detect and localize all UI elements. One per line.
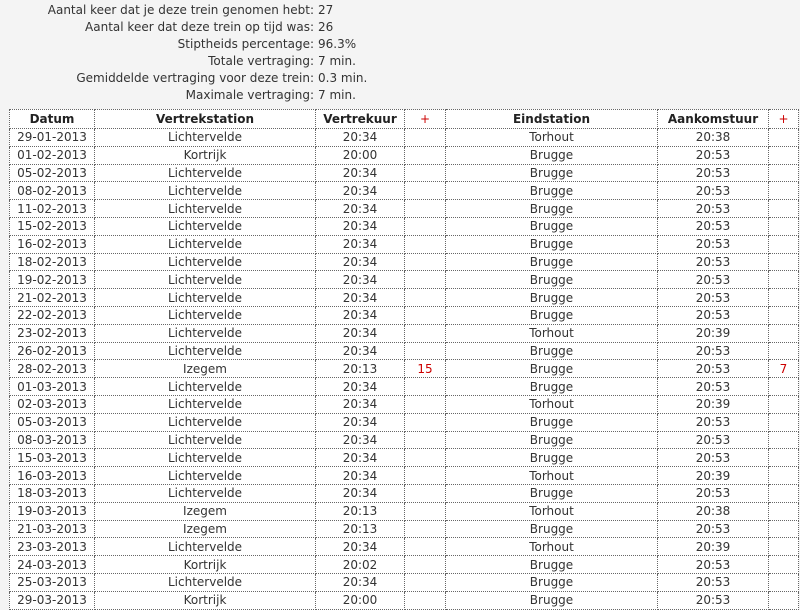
cell-vertrekuur: 20:13 (316, 520, 405, 538)
stat-average-delay (0, 70, 800, 87)
cell-aankomstuur: 20:53 (658, 146, 769, 164)
cell-vertrekstation: Kortrijk (95, 556, 316, 574)
header-departure-delay: + (405, 110, 446, 129)
cell-departure-delay (405, 538, 446, 556)
table-row (10, 502, 799, 520)
cell-datum: 24-03-2013 (10, 556, 95, 574)
cell-aankomstuur: 20:39 (658, 538, 769, 556)
cell-departure-delay (405, 502, 446, 520)
table-row (10, 431, 799, 449)
cell-vertrekstation: Lichtervelde (95, 164, 316, 182)
cell-vertrekuur: 20:34 (316, 573, 405, 591)
cell-vertrekuur: 20:34 (316, 449, 405, 467)
table-row (10, 484, 799, 502)
cell-datum: 18-02-2013 (10, 253, 95, 271)
stat-value: 96.3% (318, 37, 357, 51)
table-row (10, 164, 799, 182)
cell-departure-delay (405, 271, 446, 289)
table-row (10, 395, 799, 413)
cell-vertrekuur: 20:00 (316, 146, 405, 164)
cell-eindstation: Brugge (446, 520, 658, 538)
cell-arrival-delay (769, 413, 799, 431)
cell-departure-delay (405, 520, 446, 538)
cell-aankomstuur: 20:39 (658, 324, 769, 342)
table-header-row (10, 110, 799, 129)
cell-vertrekstation: Lichtervelde (95, 200, 316, 218)
cell-arrival-delay (769, 235, 799, 253)
cell-arrival-delay (769, 342, 799, 360)
cell-arrival-delay (769, 538, 799, 556)
cell-aankomstuur: 20:53 (658, 235, 769, 253)
cell-datum: 25-03-2013 (10, 573, 95, 591)
cell-datum: 01-02-2013 (10, 146, 95, 164)
cell-vertrekstation: Lichtervelde (95, 573, 316, 591)
stat-value: 7 min. (318, 88, 356, 102)
cell-vertrekstation: Lichtervelde (95, 129, 316, 147)
cell-datum: 16-03-2013 (10, 467, 95, 485)
cell-arrival-delay (769, 431, 799, 449)
cell-vertrekuur: 20:13 (316, 360, 405, 378)
cell-aankomstuur: 20:53 (658, 200, 769, 218)
cell-aankomstuur: 20:53 (658, 413, 769, 431)
cell-vertrekstation: Lichtervelde (95, 538, 316, 556)
cell-eindstation: Brugge (446, 360, 658, 378)
cell-datum: 29-03-2013 (10, 591, 95, 609)
stat-max-delay (0, 87, 800, 104)
cell-departure-delay (405, 591, 446, 609)
cell-aankomstuur: 20:53 (658, 484, 769, 502)
cell-departure-delay (405, 573, 446, 591)
stat-label: Gemiddelde vertraging voor deze trein: (76, 71, 314, 85)
cell-aankomstuur: 20:38 (658, 129, 769, 147)
cell-aankomstuur: 20:38 (658, 502, 769, 520)
cell-vertrekuur: 20:34 (316, 217, 405, 235)
stat-value: 26 (318, 20, 334, 34)
stat-label: Maximale vertraging: (185, 88, 314, 102)
cell-eindstation: Brugge (446, 591, 658, 609)
table-row (10, 413, 799, 431)
cell-aankomstuur: 20:53 (658, 591, 769, 609)
cell-departure-delay (405, 413, 446, 431)
cell-arrival-delay (769, 573, 799, 591)
cell-datum: 16-02-2013 (10, 235, 95, 253)
cell-datum: 22-02-2013 (10, 306, 95, 324)
cell-vertrekstation: Izegem (95, 502, 316, 520)
cell-arrival-delay (769, 217, 799, 235)
cell-vertrekuur: 20:34 (316, 253, 405, 271)
table-row (10, 217, 799, 235)
cell-eindstation: Torhout (446, 502, 658, 520)
stat-value: 27 (318, 3, 334, 17)
cell-datum: 23-02-2013 (10, 324, 95, 342)
cell-vertrekstation: Izegem (95, 360, 316, 378)
cell-aankomstuur: 20:53 (658, 253, 769, 271)
cell-aankomstuur: 20:53 (658, 342, 769, 360)
cell-arrival-delay (769, 289, 799, 307)
cell-vertrekuur: 20:34 (316, 200, 405, 218)
cell-eindstation: Brugge (446, 449, 658, 467)
cell-datum: 23-03-2013 (10, 538, 95, 556)
cell-datum: 19-03-2013 (10, 502, 95, 520)
cell-departure-delay (405, 378, 446, 396)
cell-vertrekuur: 20:34 (316, 538, 405, 556)
cell-arrival-delay (769, 164, 799, 182)
cell-departure-delay (405, 217, 446, 235)
cell-datum: 15-02-2013 (10, 217, 95, 235)
table-row (10, 342, 799, 360)
cell-vertrekuur: 20:34 (316, 467, 405, 485)
cell-vertrekstation: Lichtervelde (95, 395, 316, 413)
cell-aankomstuur: 20:53 (658, 378, 769, 396)
table-row (10, 271, 799, 289)
cell-eindstation: Torhout (446, 324, 658, 342)
table-row (10, 306, 799, 324)
cell-eindstation: Brugge (446, 378, 658, 396)
cell-aankomstuur: 20:39 (658, 395, 769, 413)
cell-vertrekuur: 20:34 (316, 324, 405, 342)
cell-departure-delay (405, 324, 446, 342)
stat-label: Aantal keer dat deze trein op tijd was: (85, 20, 314, 34)
cell-eindstation: Brugge (446, 200, 658, 218)
cell-datum: 19-02-2013 (10, 271, 95, 289)
cell-eindstation: Brugge (446, 235, 658, 253)
cell-vertrekstation: Lichtervelde (95, 182, 316, 200)
cell-datum: 05-03-2013 (10, 413, 95, 431)
cell-vertrekuur: 20:34 (316, 129, 405, 147)
table-row (10, 449, 799, 467)
cell-arrival-delay (769, 200, 799, 218)
cell-datum: 18-03-2013 (10, 484, 95, 502)
header-vertrekstation: Vertrekstation (95, 110, 316, 129)
stat-punctuality (0, 36, 800, 53)
cell-arrival-delay (769, 520, 799, 538)
cell-arrival-delay (769, 182, 799, 200)
cell-departure-delay (405, 164, 446, 182)
table-row (10, 235, 799, 253)
cell-vertrekstation: Lichtervelde (95, 431, 316, 449)
cell-datum: 01-03-2013 (10, 378, 95, 396)
cell-eindstation: Brugge (446, 253, 658, 271)
cell-eindstation: Brugge (446, 217, 658, 235)
table-row (10, 378, 799, 396)
table-row (10, 556, 799, 574)
cell-vertrekuur: 20:34 (316, 164, 405, 182)
cell-arrival-delay (769, 253, 799, 271)
stat-label: Aantal keer dat je deze trein genomen hebt: (47, 3, 314, 17)
cell-arrival-delay (769, 591, 799, 609)
cell-datum: 05-02-2013 (10, 164, 95, 182)
cell-departure-delay (405, 235, 446, 253)
cell-arrival-delay (769, 449, 799, 467)
cell-aankomstuur: 20:53 (658, 164, 769, 182)
header-arrival-delay: + (769, 110, 799, 129)
cell-aankomstuur: 20:53 (658, 431, 769, 449)
trips-table (9, 109, 799, 610)
cell-eindstation: Torhout (446, 395, 658, 413)
cell-aankomstuur: 20:53 (658, 306, 769, 324)
header-vertrekuur: Vertrekuur (316, 110, 405, 129)
cell-vertrekstation: Kortrijk (95, 146, 316, 164)
cell-departure-delay (405, 306, 446, 324)
cell-aankomstuur: 20:53 (658, 182, 769, 200)
cell-departure-delay (405, 467, 446, 485)
cell-datum: 21-02-2013 (10, 289, 95, 307)
cell-eindstation: Brugge (446, 573, 658, 591)
table-row (10, 467, 799, 485)
header-eindstation: Eindstation (446, 110, 658, 129)
cell-datum: 29-01-2013 (10, 129, 95, 147)
cell-vertrekuur: 20:13 (316, 502, 405, 520)
cell-arrival-delay (769, 146, 799, 164)
cell-vertrekstation: Lichtervelde (95, 342, 316, 360)
cell-vertrekstation: Lichtervelde (95, 467, 316, 485)
header-aankomstuur: Aankomstuur (658, 110, 769, 129)
cell-departure-delay (405, 253, 446, 271)
table-row (10, 182, 799, 200)
cell-arrival-delay (769, 467, 799, 485)
cell-aankomstuur: 20:53 (658, 449, 769, 467)
cell-aankomstuur: 20:53 (658, 360, 769, 378)
cell-vertrekstation: Lichtervelde (95, 324, 316, 342)
cell-arrival-delay (769, 306, 799, 324)
table-row (10, 324, 799, 342)
cell-vertrekstation: Lichtervelde (95, 253, 316, 271)
cell-eindstation: Brugge (446, 182, 658, 200)
cell-vertrekuur: 20:02 (316, 556, 405, 574)
table-row (10, 573, 799, 591)
stat-label: Stiptheids percentage: (177, 37, 314, 51)
cell-eindstation: Torhout (446, 467, 658, 485)
cell-vertrekuur: 20:34 (316, 306, 405, 324)
cell-arrival-delay (769, 395, 799, 413)
cell-vertrekstation: Lichtervelde (95, 378, 316, 396)
cell-arrival-delay (769, 324, 799, 342)
cell-vertrekstation: Kortrijk (95, 591, 316, 609)
cell-vertrekstation: Lichtervelde (95, 484, 316, 502)
cell-departure-delay: 15 (405, 360, 446, 378)
cell-datum: 11-02-2013 (10, 200, 95, 218)
cell-departure-delay (405, 129, 446, 147)
cell-vertrekuur: 20:00 (316, 591, 405, 609)
cell-arrival-delay (769, 484, 799, 502)
cell-departure-delay (405, 484, 446, 502)
cell-eindstation: Brugge (446, 306, 658, 324)
cell-aankomstuur: 20:53 (658, 556, 769, 574)
cell-departure-delay (405, 342, 446, 360)
table-row (10, 253, 799, 271)
table-row (10, 360, 799, 378)
table-row (10, 289, 799, 307)
header-datum: Datum (10, 110, 95, 129)
cell-aankomstuur: 20:53 (658, 520, 769, 538)
cell-datum: 08-02-2013 (10, 182, 95, 200)
cell-eindstation: Torhout (446, 129, 658, 147)
cell-eindstation: Brugge (446, 271, 658, 289)
cell-aankomstuur: 20:39 (658, 467, 769, 485)
cell-departure-delay (405, 395, 446, 413)
stat-label: Totale vertraging: (208, 54, 314, 68)
cell-departure-delay (405, 146, 446, 164)
cell-vertrekstation: Lichtervelde (95, 449, 316, 467)
table-row (10, 200, 799, 218)
cell-vertrekstation: Lichtervelde (95, 289, 316, 307)
cell-arrival-delay (769, 378, 799, 396)
table-row (10, 591, 799, 609)
stat-value: 0.3 min. (318, 71, 368, 85)
cell-vertrekuur: 20:34 (316, 484, 405, 502)
cell-vertrekstation: Lichtervelde (95, 235, 316, 253)
cell-aankomstuur: 20:53 (658, 217, 769, 235)
cell-vertrekstation: Lichtervelde (95, 217, 316, 235)
cell-departure-delay (405, 556, 446, 574)
cell-datum: 02-03-2013 (10, 395, 95, 413)
cell-departure-delay (405, 431, 446, 449)
stat-total-delay (0, 53, 800, 70)
cell-eindstation: Brugge (446, 164, 658, 182)
cell-vertrekstation: Izegem (95, 520, 316, 538)
cell-vertrekuur: 20:34 (316, 235, 405, 253)
table-row (10, 129, 799, 147)
cell-arrival-delay: 7 (769, 360, 799, 378)
cell-datum: 28-02-2013 (10, 360, 95, 378)
cell-eindstation: Torhout (446, 538, 658, 556)
stat-on-time (0, 19, 800, 36)
table-body (10, 129, 799, 610)
cell-arrival-delay (769, 129, 799, 147)
cell-vertrekuur: 20:34 (316, 182, 405, 200)
cell-eindstation: Brugge (446, 556, 658, 574)
cell-aankomstuur: 20:53 (658, 289, 769, 307)
cell-eindstation: Brugge (446, 431, 658, 449)
cell-eindstation: Brugge (446, 484, 658, 502)
cell-vertrekstation: Lichtervelde (95, 413, 316, 431)
table-row (10, 146, 799, 164)
cell-departure-delay (405, 449, 446, 467)
cell-datum: 21-03-2013 (10, 520, 95, 538)
cell-aankomstuur: 20:53 (658, 573, 769, 591)
cell-departure-delay (405, 182, 446, 200)
cell-vertrekuur: 20:34 (316, 378, 405, 396)
cell-arrival-delay (769, 271, 799, 289)
cell-vertrekstation: Lichtervelde (95, 271, 316, 289)
cell-vertrekuur: 20:34 (316, 342, 405, 360)
table-row (10, 520, 799, 538)
cell-vertrekuur: 20:34 (316, 395, 405, 413)
cell-datum: 08-03-2013 (10, 431, 95, 449)
cell-vertrekuur: 20:34 (316, 413, 405, 431)
cell-aankomstuur: 20:53 (658, 271, 769, 289)
cell-arrival-delay (769, 556, 799, 574)
cell-vertrekstation: Lichtervelde (95, 306, 316, 324)
cell-eindstation: Brugge (446, 289, 658, 307)
cell-datum: 26-02-2013 (10, 342, 95, 360)
cell-vertrekuur: 20:34 (316, 289, 405, 307)
cell-departure-delay (405, 289, 446, 307)
cell-vertrekuur: 20:34 (316, 431, 405, 449)
stat-times-taken (0, 2, 800, 19)
cell-eindstation: Brugge (446, 342, 658, 360)
table-row (10, 538, 799, 556)
cell-departure-delay (405, 200, 446, 218)
cell-eindstation: Brugge (446, 146, 658, 164)
stat-value: 7 min. (318, 54, 356, 68)
cell-vertrekuur: 20:34 (316, 271, 405, 289)
cell-eindstation: Brugge (446, 413, 658, 431)
cell-arrival-delay (769, 502, 799, 520)
cell-datum: 15-03-2013 (10, 449, 95, 467)
